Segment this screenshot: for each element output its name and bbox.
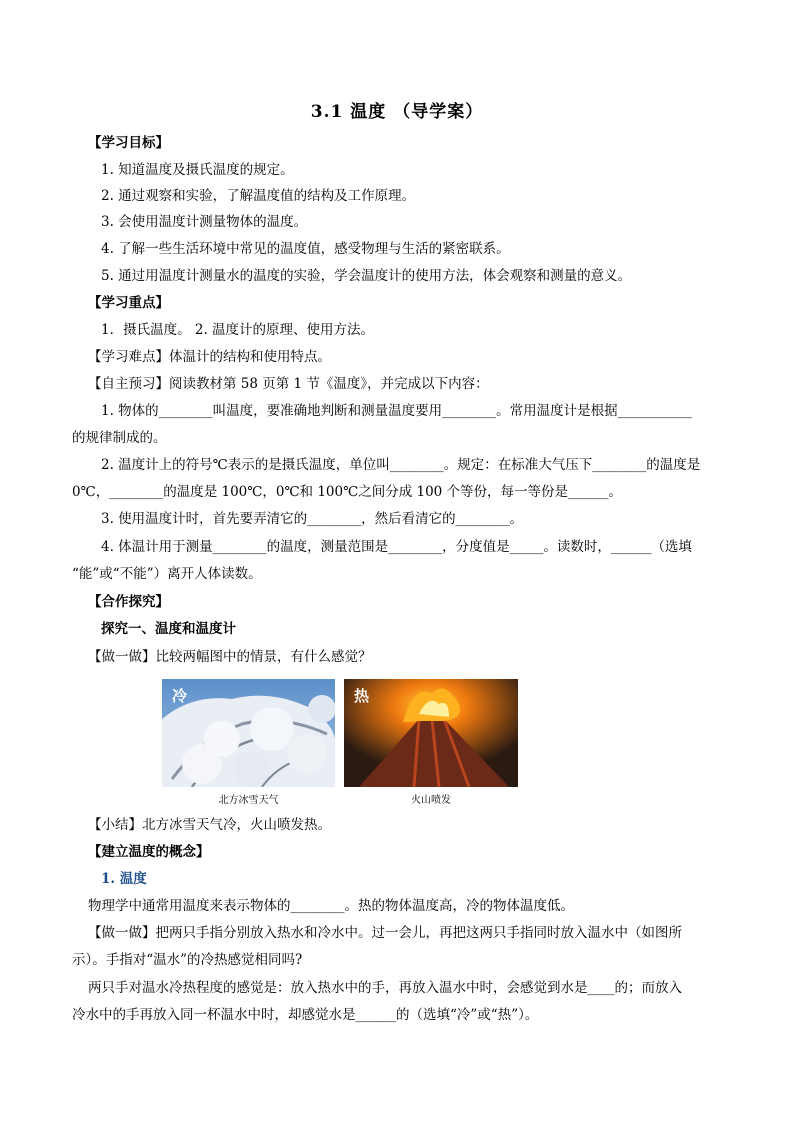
goal-item-1: 1. 知道温度及摄氏温度的规定。 [101, 162, 294, 178]
try-it-fingers-cont: 示）。手指对“温水”的冷热感觉相同吗? [72, 952, 303, 968]
preview-intro: 【自主预习】阅读教材第 58 页第 1 节《温度》，并完成以下内容： [88, 376, 489, 392]
hot-image-caption: 火山喷发 [411, 795, 451, 806]
section-heading-cooperation: 【合作探究】 [88, 594, 169, 610]
preview-item-4-cont: “能”或“不能”）离开人体读数。 [72, 566, 262, 582]
difficult-points-text: 【学习难点】体温计的结构和使用特点。 [88, 349, 331, 365]
subheading-temperature: 1. 温度 [101, 871, 147, 887]
preview-item-1: 1. 物体的________叫温度，要准确地判断和测量温度要用________。常用温度计是根据___________ [101, 403, 692, 419]
section-heading-concept: 【建立温度的概念】 [88, 844, 210, 860]
try-it-fingers: 【做一做】把两只手指分别放入热水和冷水中。过一会儿，再把这两只手指同时放入温水中（如图所 [88, 925, 682, 941]
goal-item-3: 3. 会使用温度计测量物体的温度。 [101, 214, 308, 230]
cold-label: 冷 [172, 687, 188, 705]
feeling-text: 两只手对温水冷热程度的感觉是：放入热水中的手，再放入温水中时，会感觉到水是____的；而放入 [88, 980, 682, 996]
cold-image-caption: 北方冰雪天气 [218, 795, 279, 806]
goal-item-5: 5. 通过用温度计测量水的温度的实验，学会温度计的使用方法，体会观察和测量的意义。 [101, 268, 632, 284]
preview-item-1-cont: 的规律制成的。 [72, 430, 167, 446]
feeling-text-cont: 冷水中的手再放入同一杯温水中时，却感觉水是______的（选填“冷”或“热”）。 [72, 1007, 539, 1023]
hot-label: 热 [354, 687, 370, 705]
volcano-illustration [344, 679, 518, 787]
preview-item-2-cont: 0℃，________的温度是 100℃，0℃和 100℃之间分成 100 个等份，每一等份是______。 [72, 484, 623, 500]
try-it-compare: 【做一做】比较两幅图中的情景，有什么感觉？ [88, 649, 372, 665]
explore-heading-1: 探究一、温度和温度计 [101, 621, 236, 637]
preview-item-2: 2. 温度计上的符号℃表示的是摄氏温度，单位叫________。规定：在标准大气压下________的温度是 [101, 457, 701, 473]
preview-item-4: 4. 体温计用于测量________的温度，测量范围是________，分度值是_____。读数时，______（选填 [101, 539, 692, 555]
key-points-text: 1．摄氏温度。 2. 温度计的原理、使用方法。 [101, 322, 375, 338]
preview-item-3: 3. 使用温度计时，首先要弄清它的________，然后看清它的________。 [101, 511, 524, 527]
volcano-image [344, 679, 518, 787]
goal-item-2: 2. 通过观察和实验，了解温度值的结构及工作原理。 [101, 188, 416, 204]
section-heading-goals: 【学习目标】 [88, 135, 169, 151]
snow-tree-image [162, 679, 335, 787]
temperature-definition: 物理学中通常用温度来表示物体的________。热的物体温度高，冷的物体温度低。 [88, 898, 574, 914]
goal-item-4: 4. 了解一些生活环境中常见的温度值，感受物理与生活的紧密联系。 [101, 241, 510, 257]
snow-tree-illustration [162, 679, 335, 787]
summary-text: 【小结】北方冰雪天气冷，火山喷发热。 [88, 817, 331, 833]
page-title: 3.1 温度 （导学案） [310, 102, 484, 122]
section-heading-key-points: 【学习重点】 [88, 295, 169, 311]
